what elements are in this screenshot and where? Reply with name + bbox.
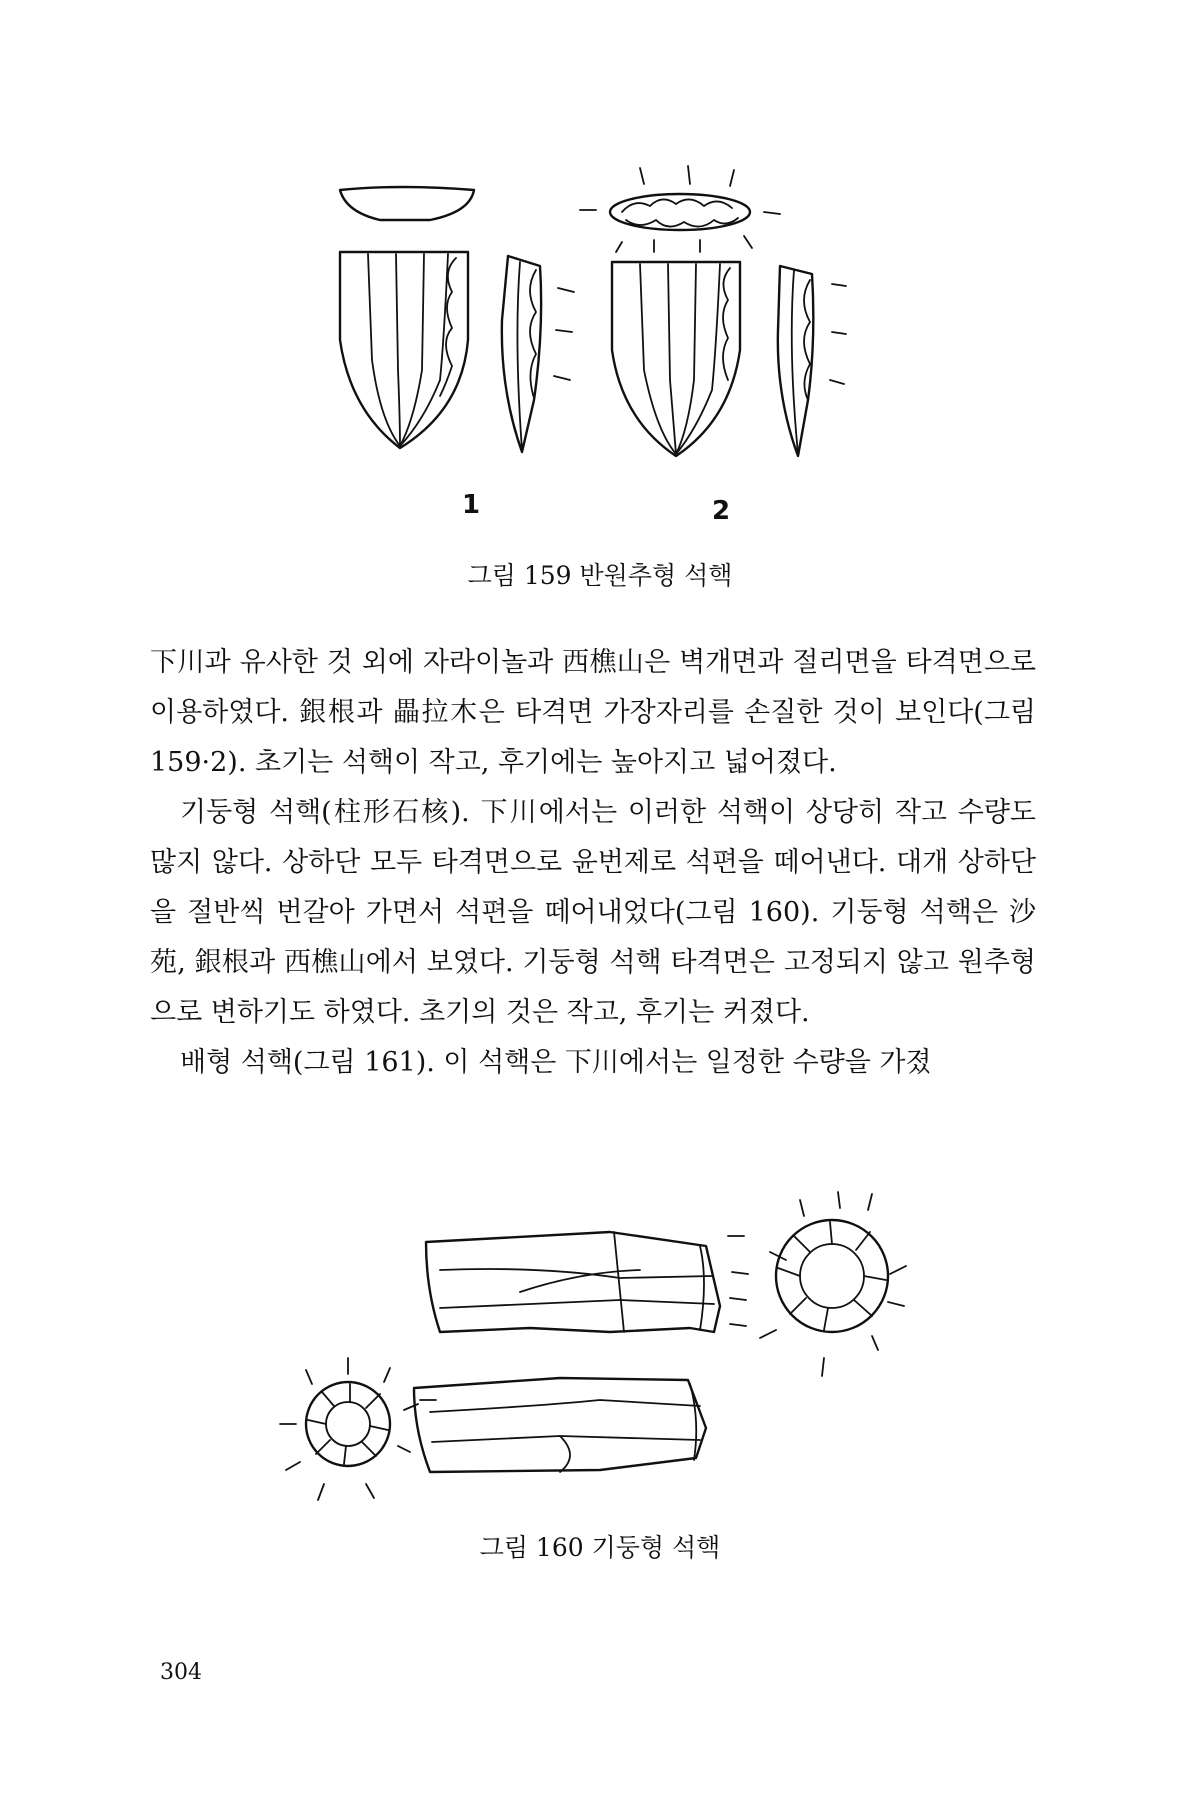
core-1-front-view (340, 252, 468, 448)
core-1-platform-view (340, 187, 474, 220)
figure-159-label-1: 1 (462, 490, 481, 520)
core-4-side-view (414, 1378, 706, 1472)
core-2-platform-view (580, 166, 780, 252)
paragraph-2: 기둥형 석핵(柱形石核). 下川에서는 이러한 석핵이 상당히 작고 수량도 많지 않다. 상하단 모두 타격면으로 윤번제로 석편을 떼어낸다. 대개 상하단을 절반씩 번갈아 가면서 석편을 떼어내었다(그림 160). 기둥형 석핵은 沙苑, 銀根과 西樵山에서 보였다. 기둥형 석핵 타격면은 고정되지 않고 원추형으로 변하기도 하였다. 초기의 것은 작고, 후기는 커졌다. (150, 797, 1036, 1028)
core-4-end-view (280, 1358, 418, 1500)
page-number: 304 (160, 1660, 202, 1685)
figure-159-caption: 그림 159 반원추형 석핵 (467, 561, 733, 590)
core-3-side-view (426, 1232, 748, 1332)
body-text (150, 638, 1036, 1088)
figure-160-caption: 그림 160 기둥형 석핵 (479, 1533, 721, 1562)
figure-160-drawing (0, 1180, 1200, 1560)
paragraph-1: 下川과 유사한 것 외에 자라이놀과 西樵山은 벽개면과 절리면을 타격면으로 이용하였다. 銀根과 畾拉木은 타격면 가장자리를 손질한 것이 보인다(그림 159·2). 초기는 석핵이 작고, 후기에는 높아지고 넓어졌다. (150, 647, 1036, 778)
core-3-end-view (760, 1192, 906, 1376)
core-2-front-view (612, 262, 740, 456)
figure-159-drawing (0, 0, 1200, 560)
core-1-side-view (502, 256, 574, 452)
paragraph-3: 배형 석핵(그림 161). 이 석핵은 下川에서는 일정한 수량을 가졌 (180, 1047, 932, 1078)
core-2-side-view (778, 266, 846, 456)
figure-159-label-2: 2 (712, 496, 731, 526)
